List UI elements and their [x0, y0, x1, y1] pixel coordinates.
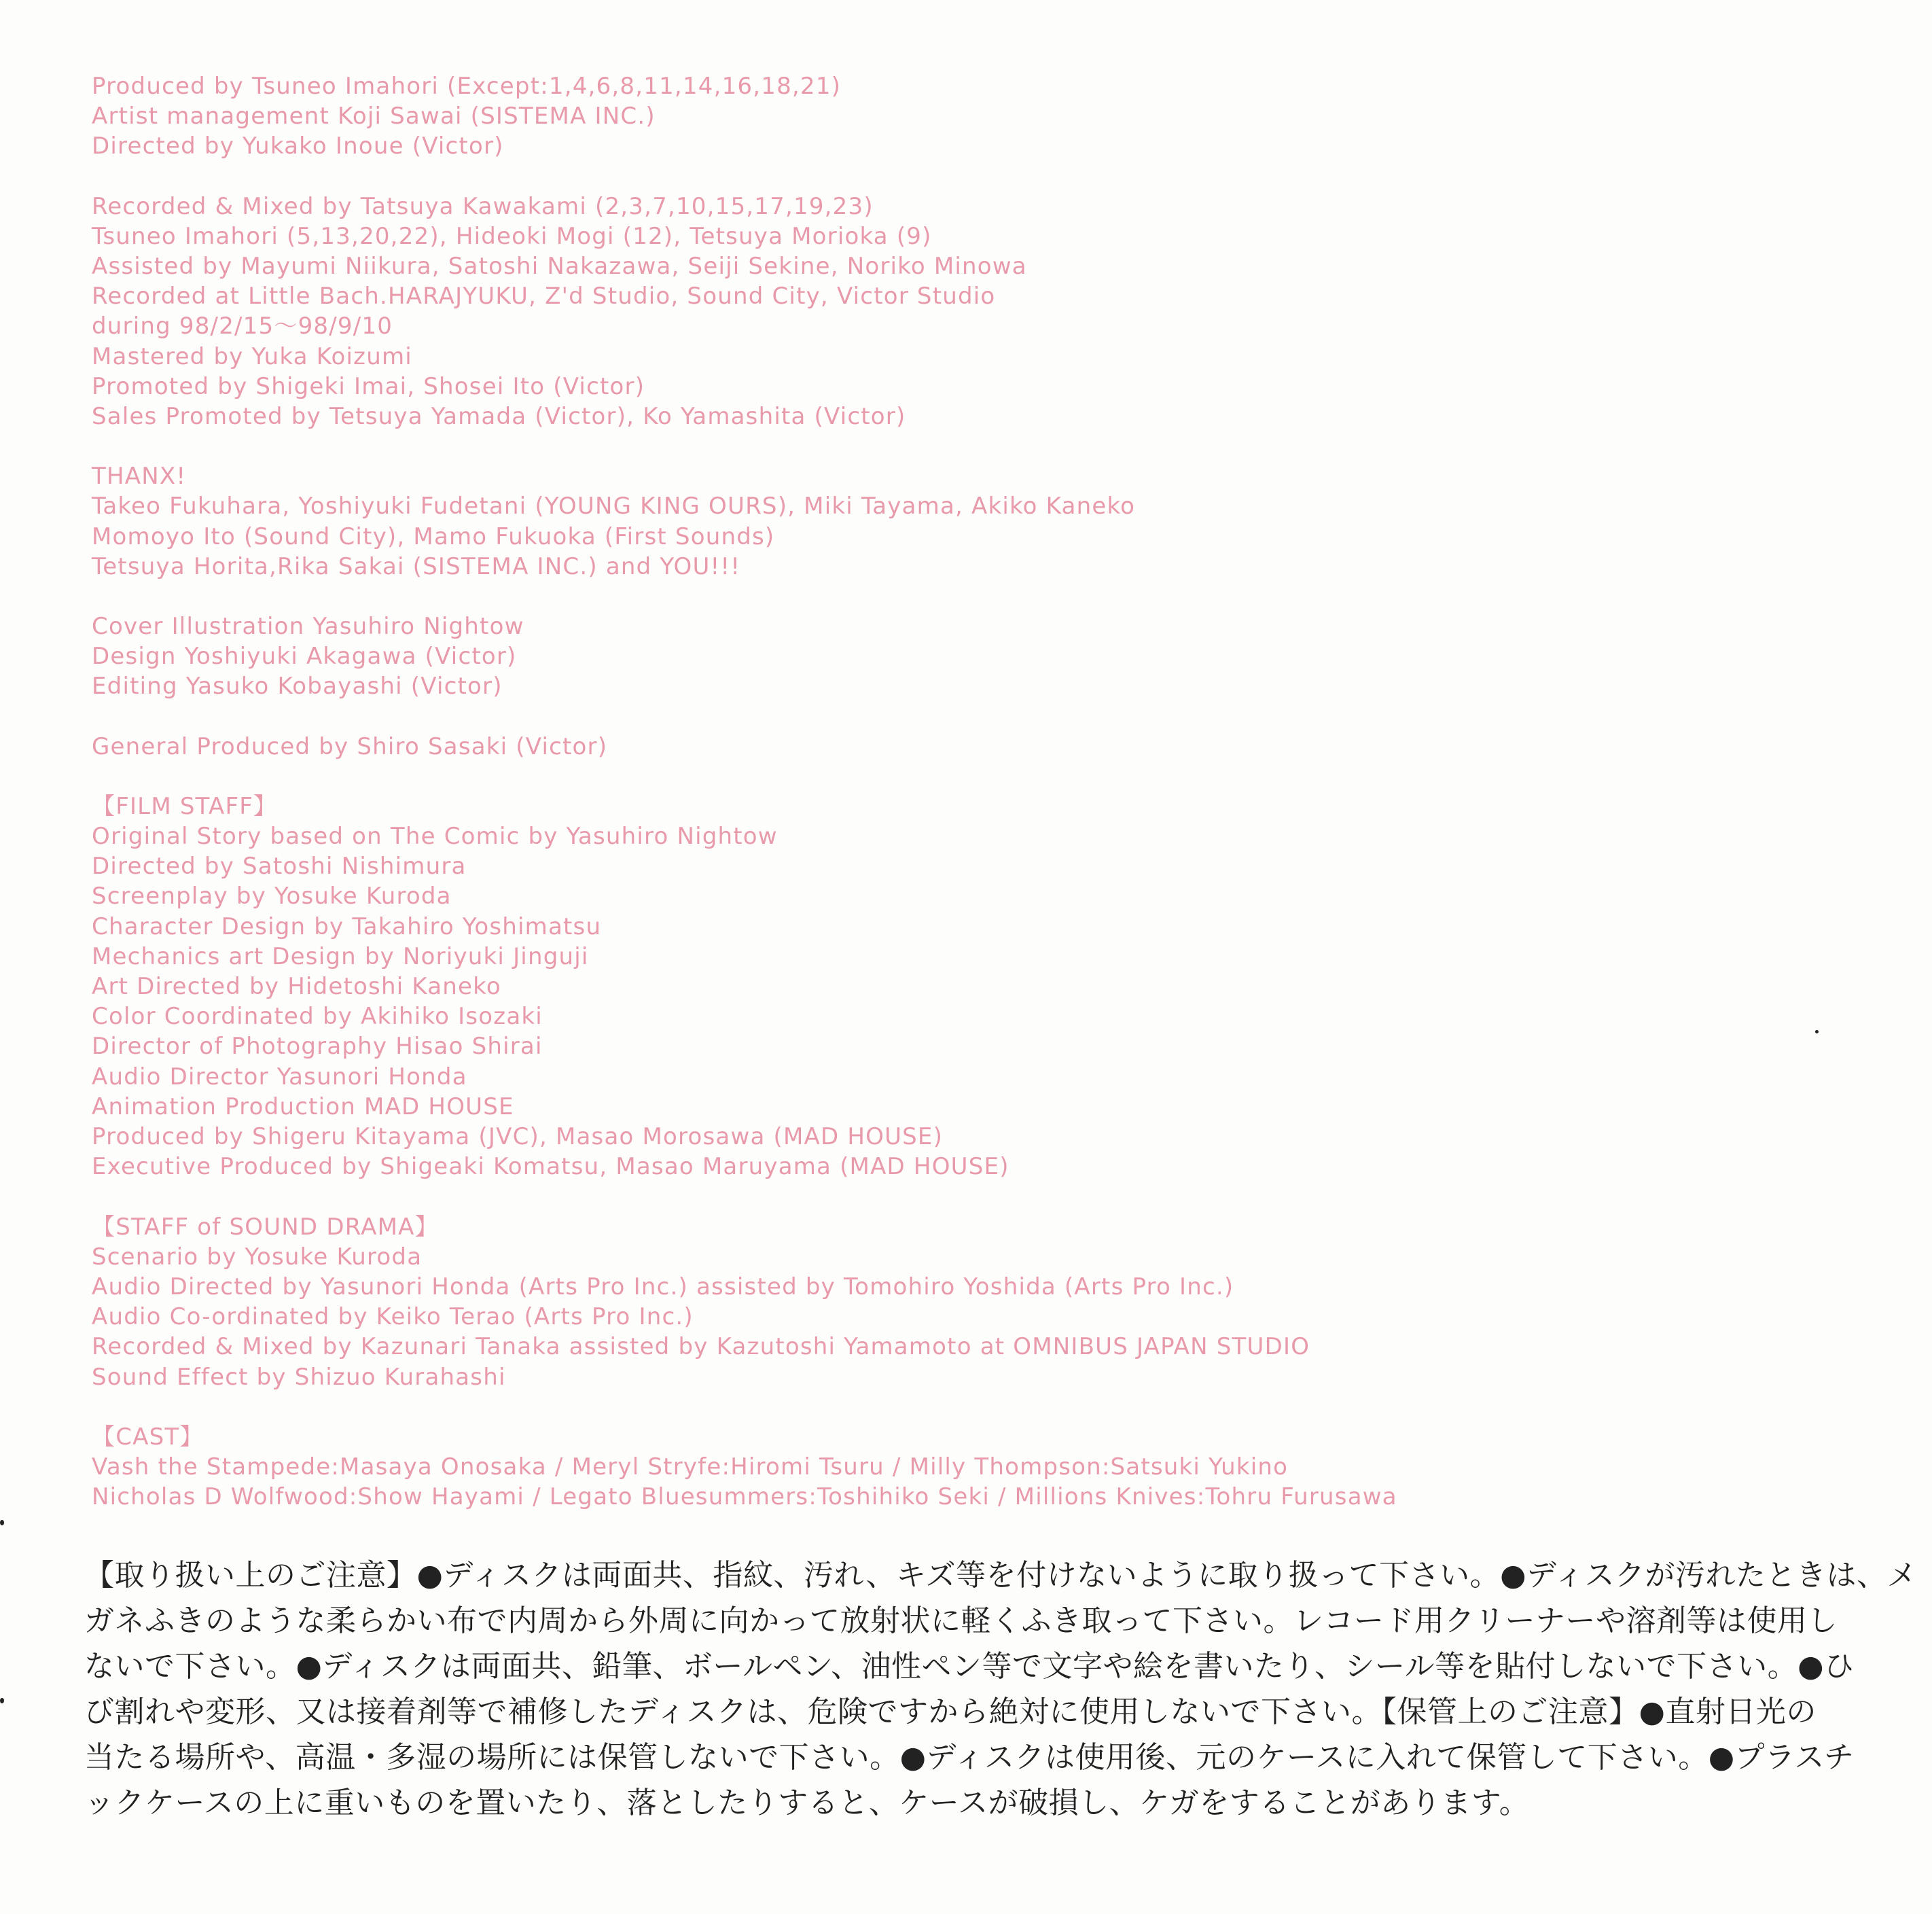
credits-section [92, 71, 1831, 1542]
credit-line: Sound Effect by Shizuo Kurahashi [92, 1363, 506, 1391]
credit-line: Tsuneo Imahori (5,13,20,22), Hideoki Mogi (12), Tetsuya Morioka (9) [92, 222, 932, 250]
credit-line: Design Yoshiyuki Akagawa (Victor) [92, 643, 517, 671]
scan-speck [1815, 1030, 1819, 1033]
credit-line: Color Coordinated by Akihiko Isozaki [92, 1003, 543, 1031]
credit-line: Director of Photography Hisao Shirai [92, 1033, 543, 1061]
credit-line: Animation Production MAD HOUSE [92, 1093, 514, 1120]
notice-line: 当たる場所や、高温・多湿の場所には保管しないで下さい。●ディスクは使用後、元のケースに入れて保管して下さい。●プラスチ [84, 1740, 1855, 1775]
credit-line: Character Design by Takahiro Yoshimatsu [92, 912, 602, 940]
credit-line: Directed by Yukako Inoue (Victor) [92, 132, 504, 160]
credit-line: Art Directed by Hidetoshi Kaneko [92, 973, 501, 1001]
notice-line: び割れや変形、又は接着剤等で補修したディスクは、危険ですから絶対に使用しないで下さい。【保管上のご注意】●直射日光の [84, 1695, 1817, 1729]
credit-line: Audio Director Yasunori Honda [92, 1063, 467, 1091]
scan-speck [0, 1520, 4, 1525]
credit-line: General Produced by Shiro Sasaki (Victor) [92, 732, 608, 760]
credit-line: Original Story based on The Comic by Yasuhiro Nightow [92, 823, 778, 851]
credit-line: Scenario by Yosuke Kuroda [92, 1243, 423, 1271]
credit-line: Editing Yasuko Kobayashi (Victor) [92, 673, 503, 701]
handling-notice [84, 1553, 1917, 1826]
recording-credits [92, 192, 1831, 432]
credit-line: Mechanics art Design by Noriyuki Jinguji [92, 942, 589, 970]
design-credits [92, 612, 1831, 702]
credit-line: Tetsuya Horita,Rika Sakai (SISTEMA INC.) and YOU!!! [92, 552, 741, 580]
credit-line: Executive Produced by Shigeaki Komatsu, Masao Maruyama (MAD HOUSE) [92, 1153, 1009, 1181]
credit-line: Recorded at Little Bach.HARAJYUKU, Z'd Studio, Sound City, Victor Studio [92, 283, 996, 311]
notice-line: 【取り扱い上のご注意】●ディスクは両面共、指紋、汚れ、キズ等を付けないように取り扱って下さい。●ディスクが汚れたときは、メ [84, 1558, 1917, 1593]
cast-credits [92, 1422, 1831, 1512]
thanks-heading: THANX! [92, 463, 187, 491]
credit-line: Directed by Satoshi Nishimura [92, 853, 467, 881]
credit-line: Audio Co-ordinated by Keiko Terao (Arts Pro Inc.) [92, 1303, 694, 1331]
credit-line: Produced by Shigeru Kitayama (JVC), Masao Morosawa (MAD HOUSE) [92, 1123, 944, 1151]
general-credits [92, 732, 1831, 762]
notice-line: ガネふきのような柔らかい布で内周から外周に向かって放射状に軽くふき取って下さい。レコード用クリーナーや溶剤等は使用し [84, 1603, 1838, 1638]
credit-line: Produced by Tsuneo Imahori (Except:1,4,6,8,11,14,16,18,21) [92, 73, 842, 100]
film-staff-credits [92, 792, 1831, 1182]
credit-line: Sales Promoted by Tetsuya Yamada (Victor), Ko Yamashita (Victor) [92, 403, 906, 431]
thanks-credits [92, 461, 1831, 582]
credit-line: Audio Directed by Yasunori Honda (Arts Pro Inc.) assisted by Tomohiro Yoshida (Arts Pro Inc.) [92, 1273, 1234, 1300]
cast-heading: 【CAST】 [92, 1423, 204, 1451]
cast-line: Nicholas D Wolfwood:Show Hayami / Legato Bluesummers:Toshihiko Seki / Millions Knives:Tohru Furusawa [92, 1483, 1397, 1511]
credit-line: Promoted by Shigeki Imai, Shosei Ito (Victor) [92, 372, 645, 400]
credit-line: Assisted by Mayumi Niikura, Satoshi Nakazawa, Seiji Sekine, Noriko Minowa [92, 253, 1027, 281]
credit-line: Recorded & Mixed by Tatsuya Kawakami (2,3,7,10,15,17,19,23) [92, 192, 874, 220]
credit-line: Takeo Fukuhara, Yoshiyuki Fudetani (YOUNG KING OURS), Miki Tayama, Akiko Kaneko [92, 493, 1136, 520]
credit-line: during 98/2/15～98/9/10 [92, 313, 393, 340]
credit-line: Cover Illustration Yasuhiro Nightow [92, 613, 524, 641]
sound-drama-credits [92, 1212, 1831, 1392]
credit-line: Mastered by Yuka Koizumi [92, 342, 412, 370]
film-staff-heading: 【FILM STAFF】 [92, 792, 278, 820]
credit-line: Recorded & Mixed by Kazunari Tanaka assisted by Kazutoshi Yamamoto at OMNIBUS JAPAN STUDIO [92, 1333, 1310, 1361]
notice-line: ないで下さい。●ディスクは両面共、鉛筆、ボールペン、油性ペン等で文字や絵を書いたり、シール等を貼付しないで下さい。●ひ [84, 1649, 1855, 1684]
credit-line: Artist management Koji Sawai (SISTEMA INC.) [92, 103, 656, 130]
cast-line: Vash the Stampede:Masaya Onosaka / Meryl Stryfe:Hiromi Tsuru / Milly Thompson:Satsuki Yukino [92, 1453, 1289, 1481]
production-credits [92, 71, 1831, 162]
sound-drama-heading: 【STAFF of SOUND DRAMA】 [92, 1213, 439, 1241]
scan-speck [0, 1698, 4, 1703]
credit-line: Screenplay by Yosuke Kuroda [92, 883, 452, 910]
credit-line: Momoyo Ito (Sound City), Mamo Fukuoka (First Sounds) [92, 522, 775, 550]
notice-line: ックケースの上に重いものを置いたり、落としたりすると、ケースが破損し、ケガをすることがあります。 [84, 1786, 1530, 1820]
